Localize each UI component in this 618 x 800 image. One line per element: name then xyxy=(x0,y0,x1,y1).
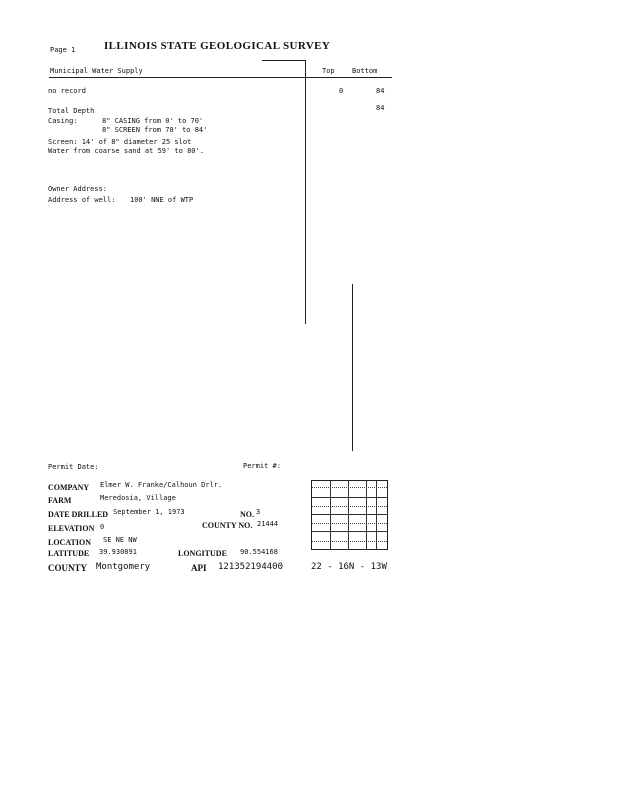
well-address-label: Address of well: xyxy=(48,196,116,204)
location-label: LOCATION xyxy=(48,538,91,547)
grid-line xyxy=(312,487,387,488)
county-no-value: 21444 xyxy=(257,520,279,528)
table-row-label: no record xyxy=(48,87,86,95)
permit-date-label: Permit Date: xyxy=(48,463,99,471)
well-no-label: NO. xyxy=(240,510,254,519)
farm-label: FARM xyxy=(48,496,72,505)
latitude-value: 39.930891 xyxy=(99,548,137,556)
grid-line xyxy=(312,523,387,524)
well-no-value: 3 xyxy=(256,508,261,516)
township-range-section: 22 - 16N - 13W xyxy=(311,562,387,572)
grid-line xyxy=(376,481,377,549)
longitude-value: 90.554168 xyxy=(240,548,278,556)
grid-line xyxy=(312,506,387,507)
owner-address-label: Owner Address: xyxy=(48,185,108,193)
grid-line xyxy=(366,481,367,549)
farm-value: Meredosia, Village xyxy=(100,494,176,502)
well-address-value: 100' NNE of WTP xyxy=(130,196,194,204)
section-location-grid xyxy=(311,480,388,550)
page-number: Page 1 xyxy=(50,46,76,54)
api-value: 121352194400 xyxy=(218,562,284,572)
casing-label: Casing: xyxy=(48,117,78,125)
total-depth-value: 84 xyxy=(376,104,385,112)
latitude-label: LATITUDE xyxy=(48,549,90,558)
column-bottom-header: Bottom xyxy=(352,67,378,75)
column-divider xyxy=(305,60,306,324)
casing-line-1: 8" CASING from 0' to 70' xyxy=(102,117,204,125)
company-value: Elmer W. Franke/Calhoun Drlr. xyxy=(100,481,223,489)
survey-title: ILLINOIS STATE GEOLOGICAL SURVEY xyxy=(104,40,331,52)
location-value: SE NE NW xyxy=(103,536,137,544)
grid-line xyxy=(330,481,331,549)
header-rule xyxy=(49,77,392,78)
county-value: Montgomery xyxy=(96,562,151,572)
table-row-bottom: 84 xyxy=(376,87,385,95)
column-divider-secondary xyxy=(352,284,353,451)
county-label: COUNTY xyxy=(48,563,88,573)
column-top-header: Top xyxy=(322,67,335,75)
grid-line xyxy=(312,541,387,542)
water-line: Water from coarse sand at 59' to 80'. xyxy=(48,147,204,155)
table-row-top: 0 xyxy=(339,87,344,95)
county-no-label: COUNTY NO. xyxy=(202,521,253,530)
longitude-label: LONGITUDE xyxy=(178,549,227,558)
elevation-value: 0 xyxy=(100,523,105,531)
grid-line xyxy=(348,481,349,549)
casing-line-2: 8" SCREEN from 70' to 84' xyxy=(102,126,208,134)
permit-number-label: Permit #: xyxy=(243,462,281,470)
date-drilled-value: September 1, 1973 xyxy=(113,508,185,516)
api-label: API xyxy=(191,563,207,573)
grid-line xyxy=(312,497,387,498)
grid-line xyxy=(312,531,387,532)
total-depth-label: Total Depth xyxy=(48,107,95,115)
section-label: Municipal Water Supply xyxy=(50,67,143,75)
header-top-rule xyxy=(262,60,306,61)
elevation-label: ELEVATION xyxy=(48,524,95,533)
screen-line: Screen: 14' of 8" diameter 25 slot xyxy=(48,138,192,146)
company-label: COMPANY xyxy=(48,483,90,492)
date-drilled-label: DATE DRILLED xyxy=(48,510,109,519)
grid-line xyxy=(312,514,387,515)
